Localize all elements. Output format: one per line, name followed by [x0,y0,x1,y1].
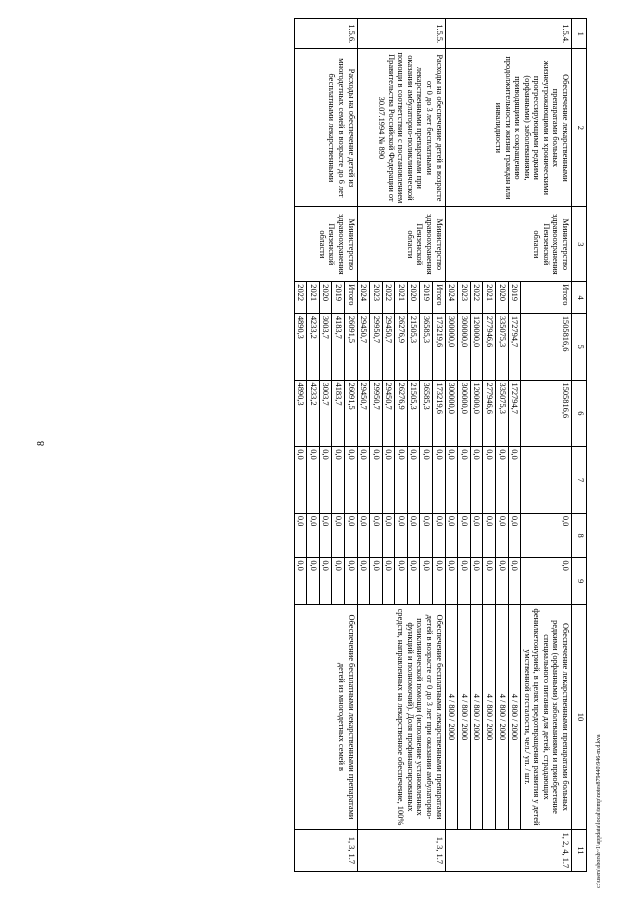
year-cell: 2022 [294,282,307,314]
local-budget-cell: 0,0 [345,513,358,557]
other-sources-cell: 0,0 [357,558,370,605]
header-cell: 5 [572,313,587,380]
header-cell: 9 [572,558,587,605]
year-cell: 2020 [407,282,420,314]
federal-budget-cell: 0,0 [508,447,521,514]
total-cell: 29950,7 [370,313,383,380]
year-cell: 2023 [458,282,471,314]
indicator-value: 4 / 800 / 2000 [470,605,483,830]
header-cell: 4 [572,282,587,314]
federal-budget-cell: 0,0 [370,447,383,514]
local-budget-cell: 0,0 [382,513,395,557]
federal-budget-cell: 0,0 [433,447,446,514]
total-cell: 29450,7 [382,313,395,380]
local-budget-cell: 0,0 [433,513,446,557]
regional-budget-cell: 3003,7 [319,380,332,447]
other-sources-cell: 0,0 [319,558,332,605]
regional-budget-cell: 4233,2 [307,380,320,447]
year-cell: 2020 [319,282,332,314]
total-cell: 21505,3 [407,313,420,380]
regional-budget-cell: 120000,0 [470,380,483,447]
total-cell: 26276,9 [395,313,408,380]
regional-budget-cell: 21505,3 [407,380,420,447]
local-budget-cell: 0,0 [407,513,420,557]
total-cell: 300000,0 [445,313,458,380]
local-budget-cell: 0,0 [370,513,383,557]
regional-budget-cell: 26276,9 [395,380,408,447]
federal-budget-cell: 0,0 [420,447,433,514]
header-cell: 10 [572,605,587,830]
local-budget-cell: 0,0 [395,513,408,557]
other-sources-cell: 0,0 [345,558,358,605]
local-budget-cell: 0,0 [357,513,370,557]
header-cell: 11 [572,829,587,871]
item-number: 1.5.6. [294,19,357,49]
indicator-text: Обеспечение бесплатными лекарственными препаратами детей в возрасте от 0 до 3 лет при оказании амбулаторно-поликлинической помощи (исполнение установленных функций и полномочий). Доля профинансированных средств, направленных на лекарственное обеспечение, 100% [357,605,445,830]
other-sources-cell: 0,0 [470,558,483,605]
year-cell: 2023 [370,282,383,314]
federal-budget-cell [521,447,572,514]
item-name: Обеспечение лекарственными препаратами больных жизнеугрожающими и хроническими прогрессирующими редкими (орфанными) заболеваниями, приводящими к сокращению продолжительности жизни граждан или инвалидности [445,49,571,207]
other-sources-cell: 0,0 [407,558,420,605]
regional-budget-cell: 173219,6 [433,380,446,447]
other-sources-cell: 0,0 [495,558,508,605]
item-executor: Министерство здравоохранения Пензенской области [357,207,445,282]
total-cell: 277946,6 [483,313,496,380]
link-cell: 1, 3, 1.7 [357,829,445,871]
total-cell: 335075,3 [495,313,508,380]
federal-budget-cell: 0,0 [307,447,320,514]
total-cell: 4233,2 [307,313,320,380]
federal-budget-cell: 0,0 [458,447,471,514]
local-budget-cell: 0,0 [332,513,345,557]
other-sources-cell: 0,0 [307,558,320,605]
header-cell: 1 [572,19,587,49]
local-budget-cell: 0,0 [470,513,483,557]
other-sources-cell: 0,0 [483,558,496,605]
federal-budget-cell: 0,0 [319,447,332,514]
regional-budget-cell: 26091,5 [345,380,358,447]
regional-budget-cell: 1505816,6 [521,380,572,447]
regional-budget-cell: 300000,0 [458,380,471,447]
year-cell: 2021 [483,282,496,314]
other-sources-cell: 0,0 [332,558,345,605]
local-budget-cell: 0,0 [294,513,307,557]
federal-budget-cell: 0,0 [470,447,483,514]
federal-budget-cell: 0,0 [483,447,496,514]
local-budget-cell: 0,0 [483,513,496,557]
year-cell: 2022 [382,282,395,314]
year-cell: 2024 [445,282,458,314]
year-cell: 2019 [508,282,521,314]
header-cell: 7 [572,447,587,514]
indicator-value: 4 / 800 / 2000 [458,605,471,830]
local-budget-cell: 0,0 [508,513,521,557]
total-cell: 172794,7 [508,313,521,380]
year-cell: Итого [521,282,572,314]
indicator-value: 4 / 800 / 2000 [495,605,508,830]
item-number: 1.5.5. [357,19,445,49]
table-row [345,19,358,872]
other-sources-cell: 0,0 [508,558,521,605]
other-sources-cell: 0,0 [370,558,383,605]
year-cell: 2019 [332,282,345,314]
header-cell: 6 [572,380,587,447]
federal-budget-cell: 0,0 [294,447,307,514]
indicator-value: 4 / 800 / 2000 [508,605,521,830]
total-cell: 29450,7 [357,313,370,380]
federal-budget-cell: 0,0 [395,447,408,514]
program-table [294,18,587,872]
indicator-text: Обеспечение бесплатными лекарственными препаратами детей из многодетных семей в [294,605,357,830]
item-executor: Министерство здравоохранения Пензенской области [445,207,571,282]
header-cell: 3 [572,207,587,282]
regional-budget-cell: 277946,6 [483,380,496,447]
federal-budget-cell: 0,0 [382,447,395,514]
total-cell: 3003,7 [319,313,332,380]
federal-budget-cell: 0,0 [332,447,345,514]
header-cell: 2 [572,49,587,207]
total-cell: 4890,3 [294,313,307,380]
item-executor: Министерство здравоохранения Пензенской области [294,207,357,282]
indicator-value: 4 / 800 / 2000 [445,605,458,830]
header-row [572,19,587,872]
federal-budget-cell: 0,0 [495,447,508,514]
federal-budget-cell: 0,0 [445,447,458,514]
regional-budget-cell: 300000,0 [445,380,458,447]
year-cell: Итого [345,282,358,314]
header-cell: 8 [572,513,587,557]
other-sources-cell: 0,0 [458,558,471,605]
federal-budget-cell: 0,0 [357,447,370,514]
regional-budget-cell: 29950,7 [370,380,383,447]
regional-budget-cell: 172794,7 [508,380,521,447]
local-budget-cell: 0,0 [521,513,572,557]
link-cell: 1, 2, 4, 1.7 [445,829,571,871]
item-name: Расходы на обеспечение детей из многодетных семей в возрасте до 6 лет бесплатными лекарственными [294,49,357,207]
local-budget-cell: 0,0 [445,513,458,557]
federal-budget-cell: 0,0 [345,447,358,514]
year-cell: 2021 [395,282,408,314]
other-sources-cell: 0,0 [395,558,408,605]
item-number: 1.5.4. [445,19,571,49]
year-cell: 2021 [307,282,320,314]
total-cell: 1505816,6 [521,313,572,380]
regional-budget-cell: 36585,3 [420,380,433,447]
other-sources-cell: 0,0 [294,558,307,605]
local-budget-cell: 0,0 [307,513,320,557]
table-row [521,19,572,872]
item-name: Расходы на обеспечение детей в возрасте от 0 до 3 лет бесплатными лекарственными препаратами при оказании амбулаторно-поликлинической помощи в соответствии с постановлением Правительства Российской Федерации от 30.07.1994 № 890 [357,49,445,207]
total-cell: 36585,3 [420,313,433,380]
year-cell: 2022 [470,282,483,314]
regional-budget-cell: 4183,7 [332,380,345,447]
year-cell: Итого [433,282,446,314]
total-cell: 26091,5 [345,313,358,380]
total-cell: 4183,7 [332,313,345,380]
year-cell: 2024 [357,282,370,314]
other-sources-cell: 0,0 [445,558,458,605]
regional-budget-cell: 4890,3 [294,380,307,447]
local-budget-cell: 0,0 [420,513,433,557]
other-sources-cell: 0,0 [433,558,446,605]
regional-budget-cell: 29450,7 [382,380,395,447]
table-body [294,19,586,872]
regional-budget-cell: 335075,3 [495,380,508,447]
year-cell: 2019 [420,282,433,314]
local-budget-cell: 0,0 [495,513,508,557]
rotated-document-table [107,18,587,872]
footer-file-path: c:\users\sborsh~1\appdata\local\temp\notes879440\946-m.d.kva [596,734,602,888]
other-sources-cell: 0,0 [521,558,572,605]
indicator-value: 4 / 800 / 2000 [483,605,496,830]
federal-budget-cell: 0,0 [407,447,420,514]
total-cell: 173219,6 [433,313,446,380]
indicator-text: Обеспечение лекарственными препаратами больных редкими (орфанными) заболеваниями и приобретение специального питания для детей, страдающих фенилкетонурией, в целях предотвращения развития у детей умственной отсталости, чел./ уп. / шт. [521,605,572,830]
link-cell: 1, 3, 1.7 [294,829,357,871]
total-cell: 120000,0 [470,313,483,380]
page-number: 8 [36,441,47,446]
local-budget-cell: 0,0 [319,513,332,557]
total-cell: 300000,0 [458,313,471,380]
regional-budget-cell: 29450,7 [357,380,370,447]
local-budget-cell: 0,0 [458,513,471,557]
other-sources-cell: 0,0 [420,558,433,605]
table-row [433,19,446,872]
year-cell: 2020 [495,282,508,314]
other-sources-cell: 0,0 [382,558,395,605]
